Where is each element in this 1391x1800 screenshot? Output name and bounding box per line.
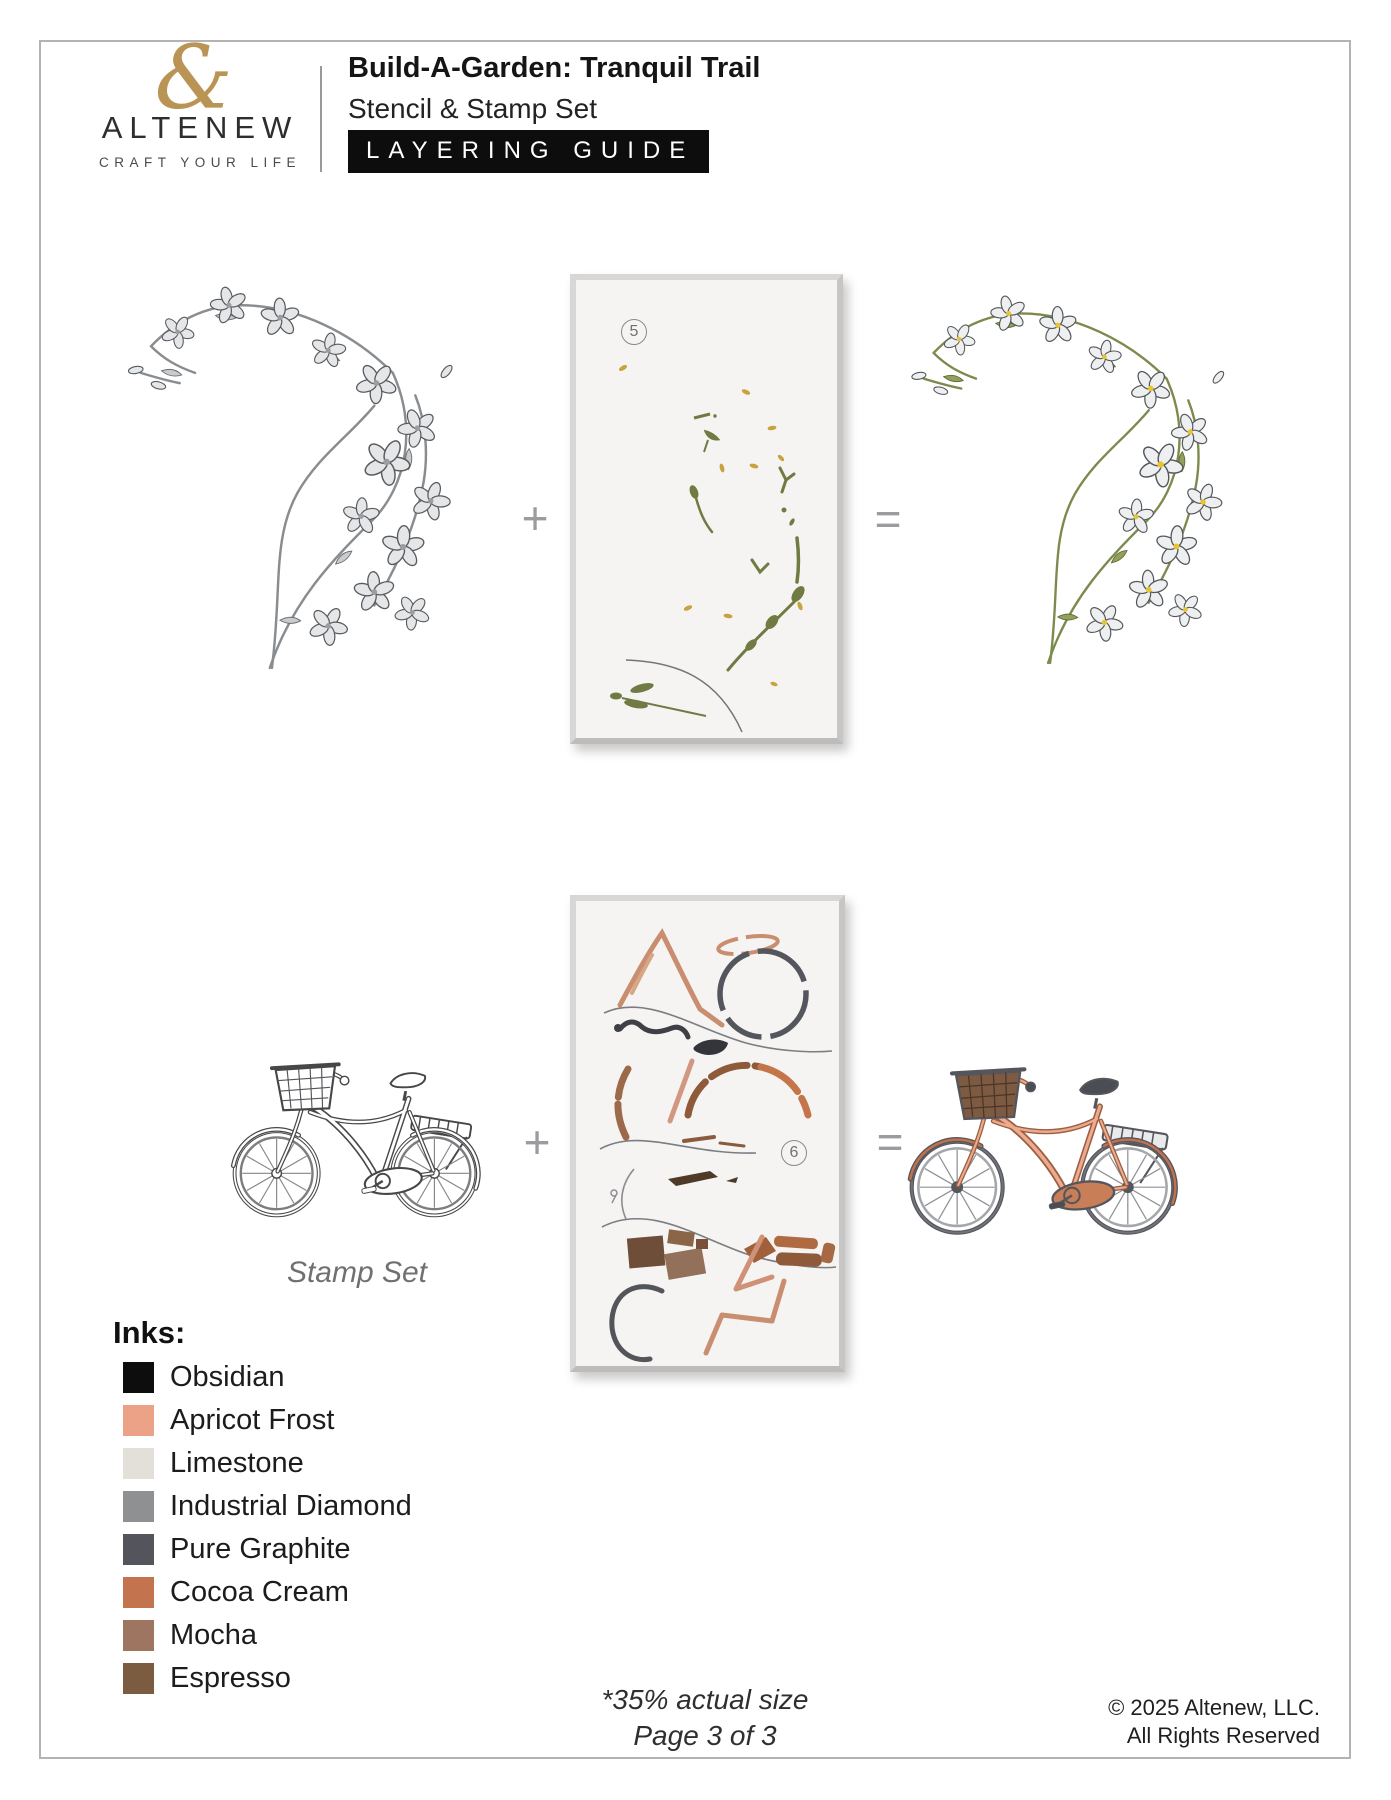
plus-operator-row1: + <box>521 492 549 544</box>
scale-note: *35% actual size <box>601 1684 809 1715</box>
ink-row <box>123 1534 412 1565</box>
equals-operator-row1: = <box>874 493 902 545</box>
ink-swatch-industrial-diamond <box>123 1491 154 1522</box>
stencil-number-6: 6 <box>781 1140 807 1166</box>
ink-row <box>123 1448 412 1479</box>
ink-row <box>123 1620 412 1651</box>
altenew-logo <box>75 26 325 170</box>
layering-guide-badge: LAYERING GUIDE <box>348 130 709 173</box>
ink-name: Cocoa Cream <box>170 1576 349 1608</box>
stencil-6-shapes <box>576 901 839 1366</box>
ink-swatch-cocoa-cream <box>123 1577 154 1608</box>
ink-swatch-mocha <box>123 1620 154 1651</box>
flower-sketch-illustration <box>118 252 518 672</box>
logo-ampersand-icon: & <box>154 26 233 129</box>
ink-name: Industrial Diamond <box>170 1490 412 1522</box>
ink-row <box>123 1491 412 1522</box>
ink-swatch-espresso <box>123 1663 154 1694</box>
ink-row <box>123 1663 412 1694</box>
stamp-set-caption: Stamp Set <box>286 1256 428 1289</box>
ink-name: Apricot Frost <box>170 1404 335 1436</box>
stencil-5-shapes <box>576 280 837 738</box>
page-subtitle: Stencil & Stamp Set <box>348 93 598 124</box>
page-title: Build-A-Garden: Tranquil Trail <box>348 52 761 84</box>
stencil-panel-5 <box>570 274 843 744</box>
ink-swatch-obsidian <box>123 1362 154 1393</box>
footer-note <box>540 1682 870 1755</box>
ink-row <box>123 1405 412 1436</box>
ink-row <box>123 1577 412 1608</box>
ink-swatch-pure-graphite <box>123 1534 154 1565</box>
stencil-number-5: 5 <box>621 319 647 345</box>
stencil-panel-6 <box>570 895 845 1372</box>
logo-tagline: CRAFT YOUR LIFE <box>98 155 302 170</box>
ink-row <box>123 1362 412 1393</box>
bicycle-sketch-illustration <box>222 1028 490 1224</box>
page-number: Page 3 of 3 <box>633 1720 777 1752</box>
copyright <box>1108 1694 1320 1749</box>
ink-name: Limestone <box>170 1447 304 1479</box>
flower-colored-illustration <box>902 252 1287 677</box>
ink-name: Pure Graphite <box>170 1533 351 1565</box>
logo-wordmark: ALTENEW <box>101 110 299 145</box>
inks-heading: Inks: <box>113 1315 186 1350</box>
inks-legend <box>113 1315 412 1706</box>
bicycle-colored-illustration <box>898 1030 1188 1242</box>
plus-operator-row2: + <box>523 1116 551 1168</box>
ink-name: Obsidian <box>170 1361 285 1393</box>
ink-name: Espresso <box>170 1662 291 1694</box>
ink-swatch-apricot-frost <box>123 1405 154 1436</box>
ink-swatch-limestone <box>123 1448 154 1479</box>
copyright-line1: © 2025 Altenew, LLC. <box>1108 1695 1320 1720</box>
equals-operator-row2: = <box>876 1116 904 1168</box>
copyright-line2: All Rights Reserved <box>1126 1722 1320 1748</box>
ink-name: Mocha <box>170 1619 258 1651</box>
